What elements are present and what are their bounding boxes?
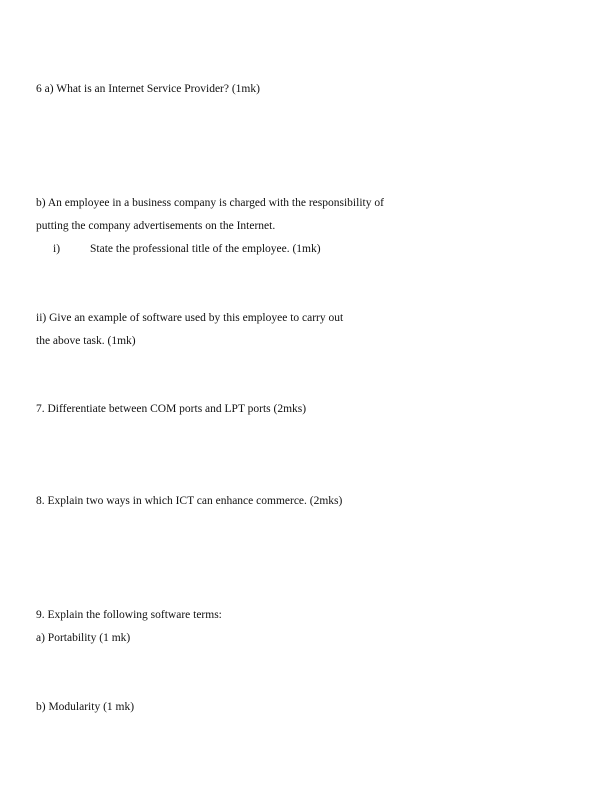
question-6a: 6 a) What is an Internet Service Provider? (1mk) xyxy=(36,83,260,95)
question-6b-i-marker: i) xyxy=(53,243,61,255)
question-8: 8. Explain two ways in which ICT can enhance commerce. (2mks) xyxy=(36,495,343,507)
question-6b-line-1: b) An employee in a business company is charged with the responsibility of xyxy=(36,197,384,209)
question-9-intro: 9. Explain the following software terms: xyxy=(36,609,222,621)
question-6b-line-2: putting the company advertisements on the Internet. xyxy=(36,220,276,232)
question-6b-ii-line-1: ii) Give an example of software used by this employee to carry out xyxy=(36,312,344,324)
question-6b-i-text: State the professional title of the employee. (1mk) xyxy=(90,243,321,255)
question-6b-ii-line-2: the above task. (1mk) xyxy=(36,335,136,347)
question-9b: b) Modularity (1 mk) xyxy=(36,701,135,713)
question-9a: a) Portability (1 mk) xyxy=(36,632,131,644)
question-7: 7. Differentiate between COM ports and LPT ports (2mks) xyxy=(36,403,307,415)
